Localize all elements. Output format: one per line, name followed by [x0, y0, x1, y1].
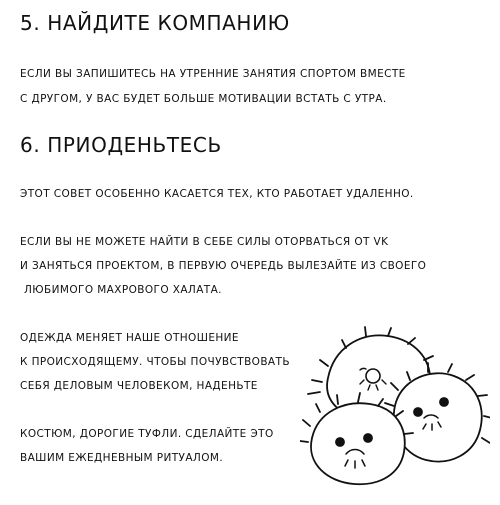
- section-6-text-line: ОДЕЖДА МЕНЯЕТ НАШЕ ОТНОШЕНИЕ: [20, 332, 239, 344]
- section-6-text-line: ЕСЛИ ВЫ НЕ МОЖЕТЕ НАЙТИ В СЕБЕ СИЛЫ ОТОРВАТЬСЯ ОТ VK: [20, 236, 389, 248]
- section-5-text-line: ЕСЛИ ВЫ ЗАПИШИТЕСЬ НА УТРЕННИЕ ЗАНЯТИЯ СПОРТОМ ВМЕСТЕ: [20, 68, 406, 80]
- section-5-text-line: С ДРУГОМ, У ВАС БУДЕТ БОЛЬШЕ МОТИВАЦИИ ВСТАТЬ С УТРА.: [20, 93, 387, 105]
- section-6-heading: 6. ПРИОДЕНЬТЕСЬ: [20, 133, 222, 157]
- section-5-heading: 5. НАЙДИТЕ КОМПАНИЮ: [20, 11, 290, 35]
- section-6-text-line: СЕБЯ ДЕЛОВЫМ ЧЕЛОВЕКОМ, НАДЕНЬТЕ: [20, 380, 258, 392]
- section-6-text-line: К ПРОИСХОДЯЩЕМУ. ЧТОБЫ ПОЧУВСТВОВАТЬ: [20, 356, 290, 368]
- section-6-text-line: ЭТОТ СОВЕТ ОСОБЕННО КАСАЕТСЯ ТЕХ, КТО РАБОТАЕТ УДАЛЕННО.: [20, 188, 414, 200]
- section-6-text-line: ВАШИМ ЕЖЕДНЕВНЫМ РИТУАЛОМ.: [20, 452, 224, 464]
- section-6-text-line: ЛЮБИМОГО МАХРОВОГО ХАЛАТА.: [24, 284, 222, 296]
- section-6-text-line: КОСТЮМ, ДОРОГИЕ ТУФЛИ. СДЕЛАЙТЕ ЭТО: [20, 428, 274, 440]
- section-6-text-line: И ЗАНЯТЬСЯ ПРОЕКТОМ, В ПЕРВУЮ ОЧЕРЕДЬ ВЫЛЕЗАЙТЕ ИЗ СВОЕГО: [20, 260, 427, 272]
- fluffy-creatures-icon: [300, 320, 490, 490]
